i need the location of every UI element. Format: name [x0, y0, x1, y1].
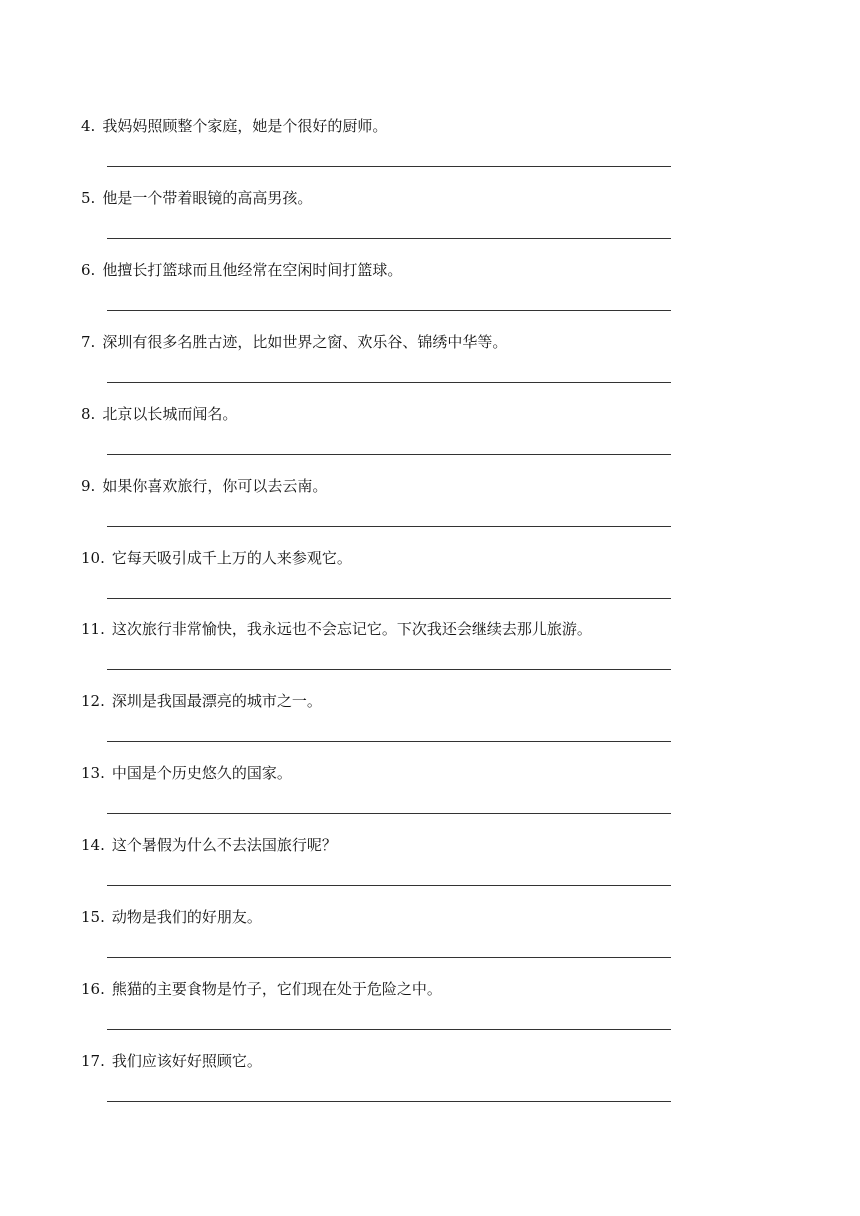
answer-line[interactable] [107, 885, 671, 886]
question-sentence: 动物是我们的好朋友。 [111, 908, 262, 926]
question-13 [81, 763, 701, 783]
question-number: 15. [81, 908, 105, 926]
question-text-row [81, 619, 701, 639]
question-text-row [81, 1051, 701, 1071]
question-sentence: 北京以长城而闻名。 [102, 405, 238, 423]
question-text-row [81, 260, 701, 280]
answer-line[interactable] [107, 1029, 671, 1030]
question-text-row [81, 907, 701, 927]
question-sentence: 深圳有很多名胜古迹，比如世界之窗、欢乐谷、锦绣中华等。 [102, 333, 508, 351]
answer-line[interactable] [107, 526, 671, 527]
question-8 [81, 404, 701, 424]
question-number: 5. [81, 189, 96, 207]
answer-line[interactable] [107, 166, 671, 167]
answer-line[interactable] [107, 1101, 671, 1102]
answer-line[interactable] [107, 382, 671, 383]
question-text-row [81, 979, 701, 999]
question-sentence: 这个暑假为什么不去法国旅行呢？ [111, 836, 337, 854]
question-sentence: 如果你喜欢旅行，你可以去云南。 [102, 477, 328, 495]
question-14 [81, 835, 701, 855]
question-text-row [81, 332, 701, 352]
question-sentence: 深圳是我国最漂亮的城市之一。 [111, 692, 322, 710]
question-number: 12. [81, 692, 105, 710]
question-9 [81, 476, 701, 496]
answer-line[interactable] [107, 957, 671, 958]
question-number: 14. [81, 836, 105, 854]
question-11 [81, 619, 701, 639]
question-number: 4. [81, 117, 96, 135]
question-text-row [81, 404, 701, 424]
question-text-row [81, 691, 701, 711]
question-sentence: 这次旅行非常愉快，我永远也不会忘记它。下次我还会继续去那儿旅游。 [111, 620, 592, 638]
question-7 [81, 332, 701, 352]
question-number: 16. [81, 980, 105, 998]
question-6 [81, 260, 701, 280]
question-number: 17. [81, 1052, 105, 1070]
question-text-row [81, 763, 701, 783]
question-17 [81, 1051, 701, 1071]
question-number: 7. [81, 333, 96, 351]
question-15 [81, 907, 701, 927]
question-text-row [81, 548, 701, 568]
question-sentence: 他擅长打篮球而且他经常在空闲时间打篮球。 [102, 261, 403, 279]
question-sentence: 我们应该好好照顾它。 [111, 1052, 262, 1070]
answer-line[interactable] [107, 310, 671, 311]
answer-line[interactable] [107, 598, 671, 599]
question-text-row [81, 835, 701, 855]
question-sentence: 我妈妈照顾整个家庭，她是个很好的厨师。 [102, 117, 388, 135]
question-sentence: 他是一个带着眼镜的高高男孩。 [102, 189, 313, 207]
question-5 [81, 188, 701, 208]
question-number: 8. [81, 405, 96, 423]
question-number: 13. [81, 764, 105, 782]
question-number: 11. [81, 620, 105, 638]
question-text-row [81, 188, 701, 208]
question-number: 6. [81, 261, 96, 279]
answer-line[interactable] [107, 238, 671, 239]
question-text-row [81, 116, 701, 136]
question-12 [81, 691, 701, 711]
question-sentence: 它每天吸引成千上万的人来参观它。 [111, 549, 352, 567]
answer-line[interactable] [107, 813, 671, 814]
answer-line[interactable] [107, 669, 671, 670]
question-number: 9. [81, 477, 96, 495]
question-sentence: 熊猫的主要食物是竹子，它们现在处于危险之中。 [111, 980, 442, 998]
question-10 [81, 548, 701, 568]
answer-line[interactable] [107, 741, 671, 742]
question-text-row [81, 476, 701, 496]
question-number: 10. [81, 549, 105, 567]
question-16 [81, 979, 701, 999]
question-4 [81, 116, 701, 136]
answer-line[interactable] [107, 454, 671, 455]
question-sentence: 中国是个历史悠久的国家。 [111, 764, 292, 782]
